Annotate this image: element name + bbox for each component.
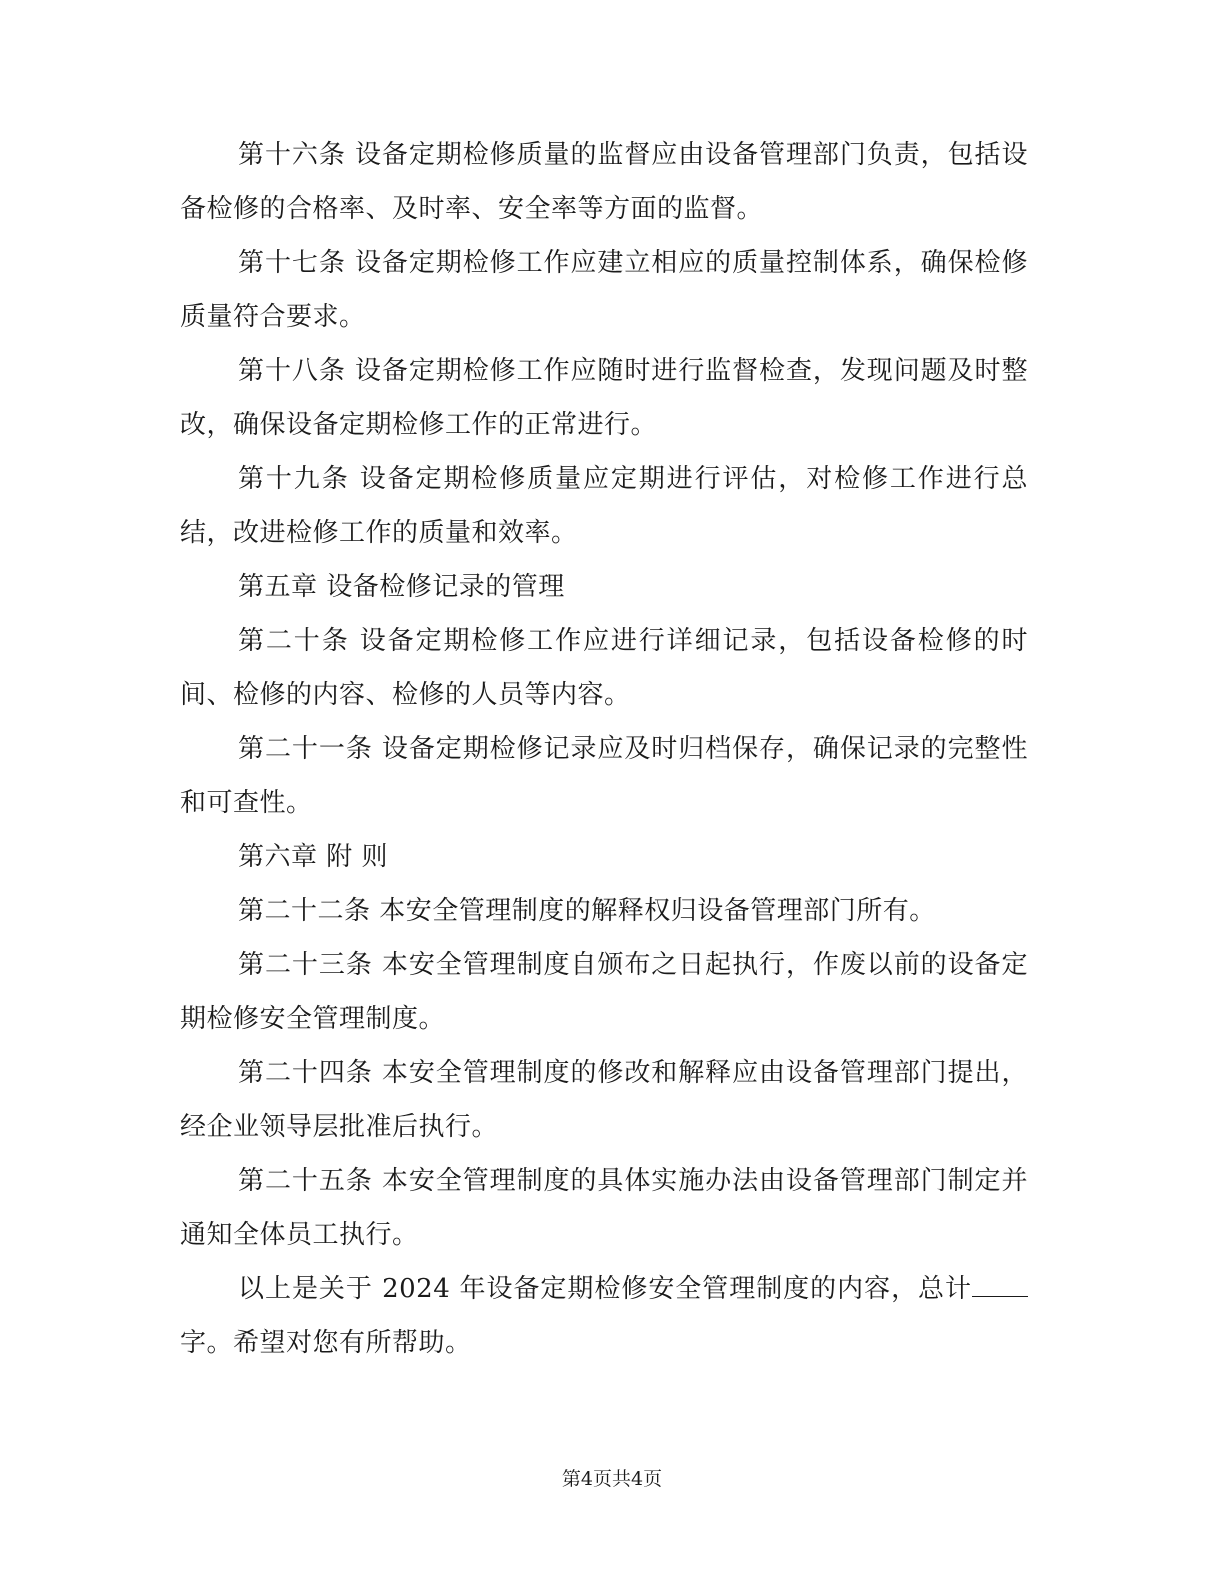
article-21: 第二十一条 设备定期检修记录应及时归档保存，确保记录的完整性和可查性。: [180, 734, 1028, 818]
closing-paragraph: [180, 1262, 1028, 1370]
article-23: 第二十三条 本安全管理制度自颁布之日起执行，作废以前的设备定期检修安全管理制度。: [180, 950, 1028, 1034]
article-25: 第二十五条 本安全管理制度的具体实施办法由设备管理部门制定并通知全体员工执行。: [180, 1166, 1028, 1250]
article-17: 第十七条 设备定期检修工作应建立相应的质量控制体系，确保检修质量符合要求。: [180, 248, 1028, 332]
closing-text-start: 以上是关于 2024 年设备定期检修安全管理制度的内容，总计: [238, 1274, 972, 1304]
word-count-blank: [972, 1270, 1028, 1297]
article-19: 第十九条 设备定期检修质量应定期进行评估，对检修工作进行总结，改进检修工作的质量和效率。: [180, 464, 1028, 548]
page-footer: [0, 1464, 1224, 1491]
chapter-5-heading: 第五章 设备检修记录的管理: [238, 572, 565, 602]
chapter-6-heading: 第六章 附 则: [238, 842, 389, 872]
document-body: [180, 128, 1028, 1370]
article-22: 第二十二条 本安全管理制度的解释权归设备管理部门所有。: [238, 896, 936, 926]
page-number-label: 第4页共4页: [561, 1468, 663, 1490]
article-16: 第十六条 设备定期检修质量的监督应由设备管理部门负责，包括设备检修的合格率、及时率、安全率等方面的监督。: [180, 140, 1028, 224]
closing-text-end: 字。希望对您有所帮助。: [180, 1328, 472, 1358]
article-18: 第十八条 设备定期检修工作应随时进行监督检查，发现问题及时整改，确保设备定期检修工作的正常进行。: [180, 356, 1028, 440]
article-20: 第二十条 设备定期检修工作应进行详细记录，包括设备检修的时间、检修的内容、检修的人员等内容。: [180, 626, 1028, 710]
article-24: 第二十四条 本安全管理制度的修改和解释应由设备管理部门提出，经企业领导层批准后执行。: [180, 1058, 1028, 1142]
